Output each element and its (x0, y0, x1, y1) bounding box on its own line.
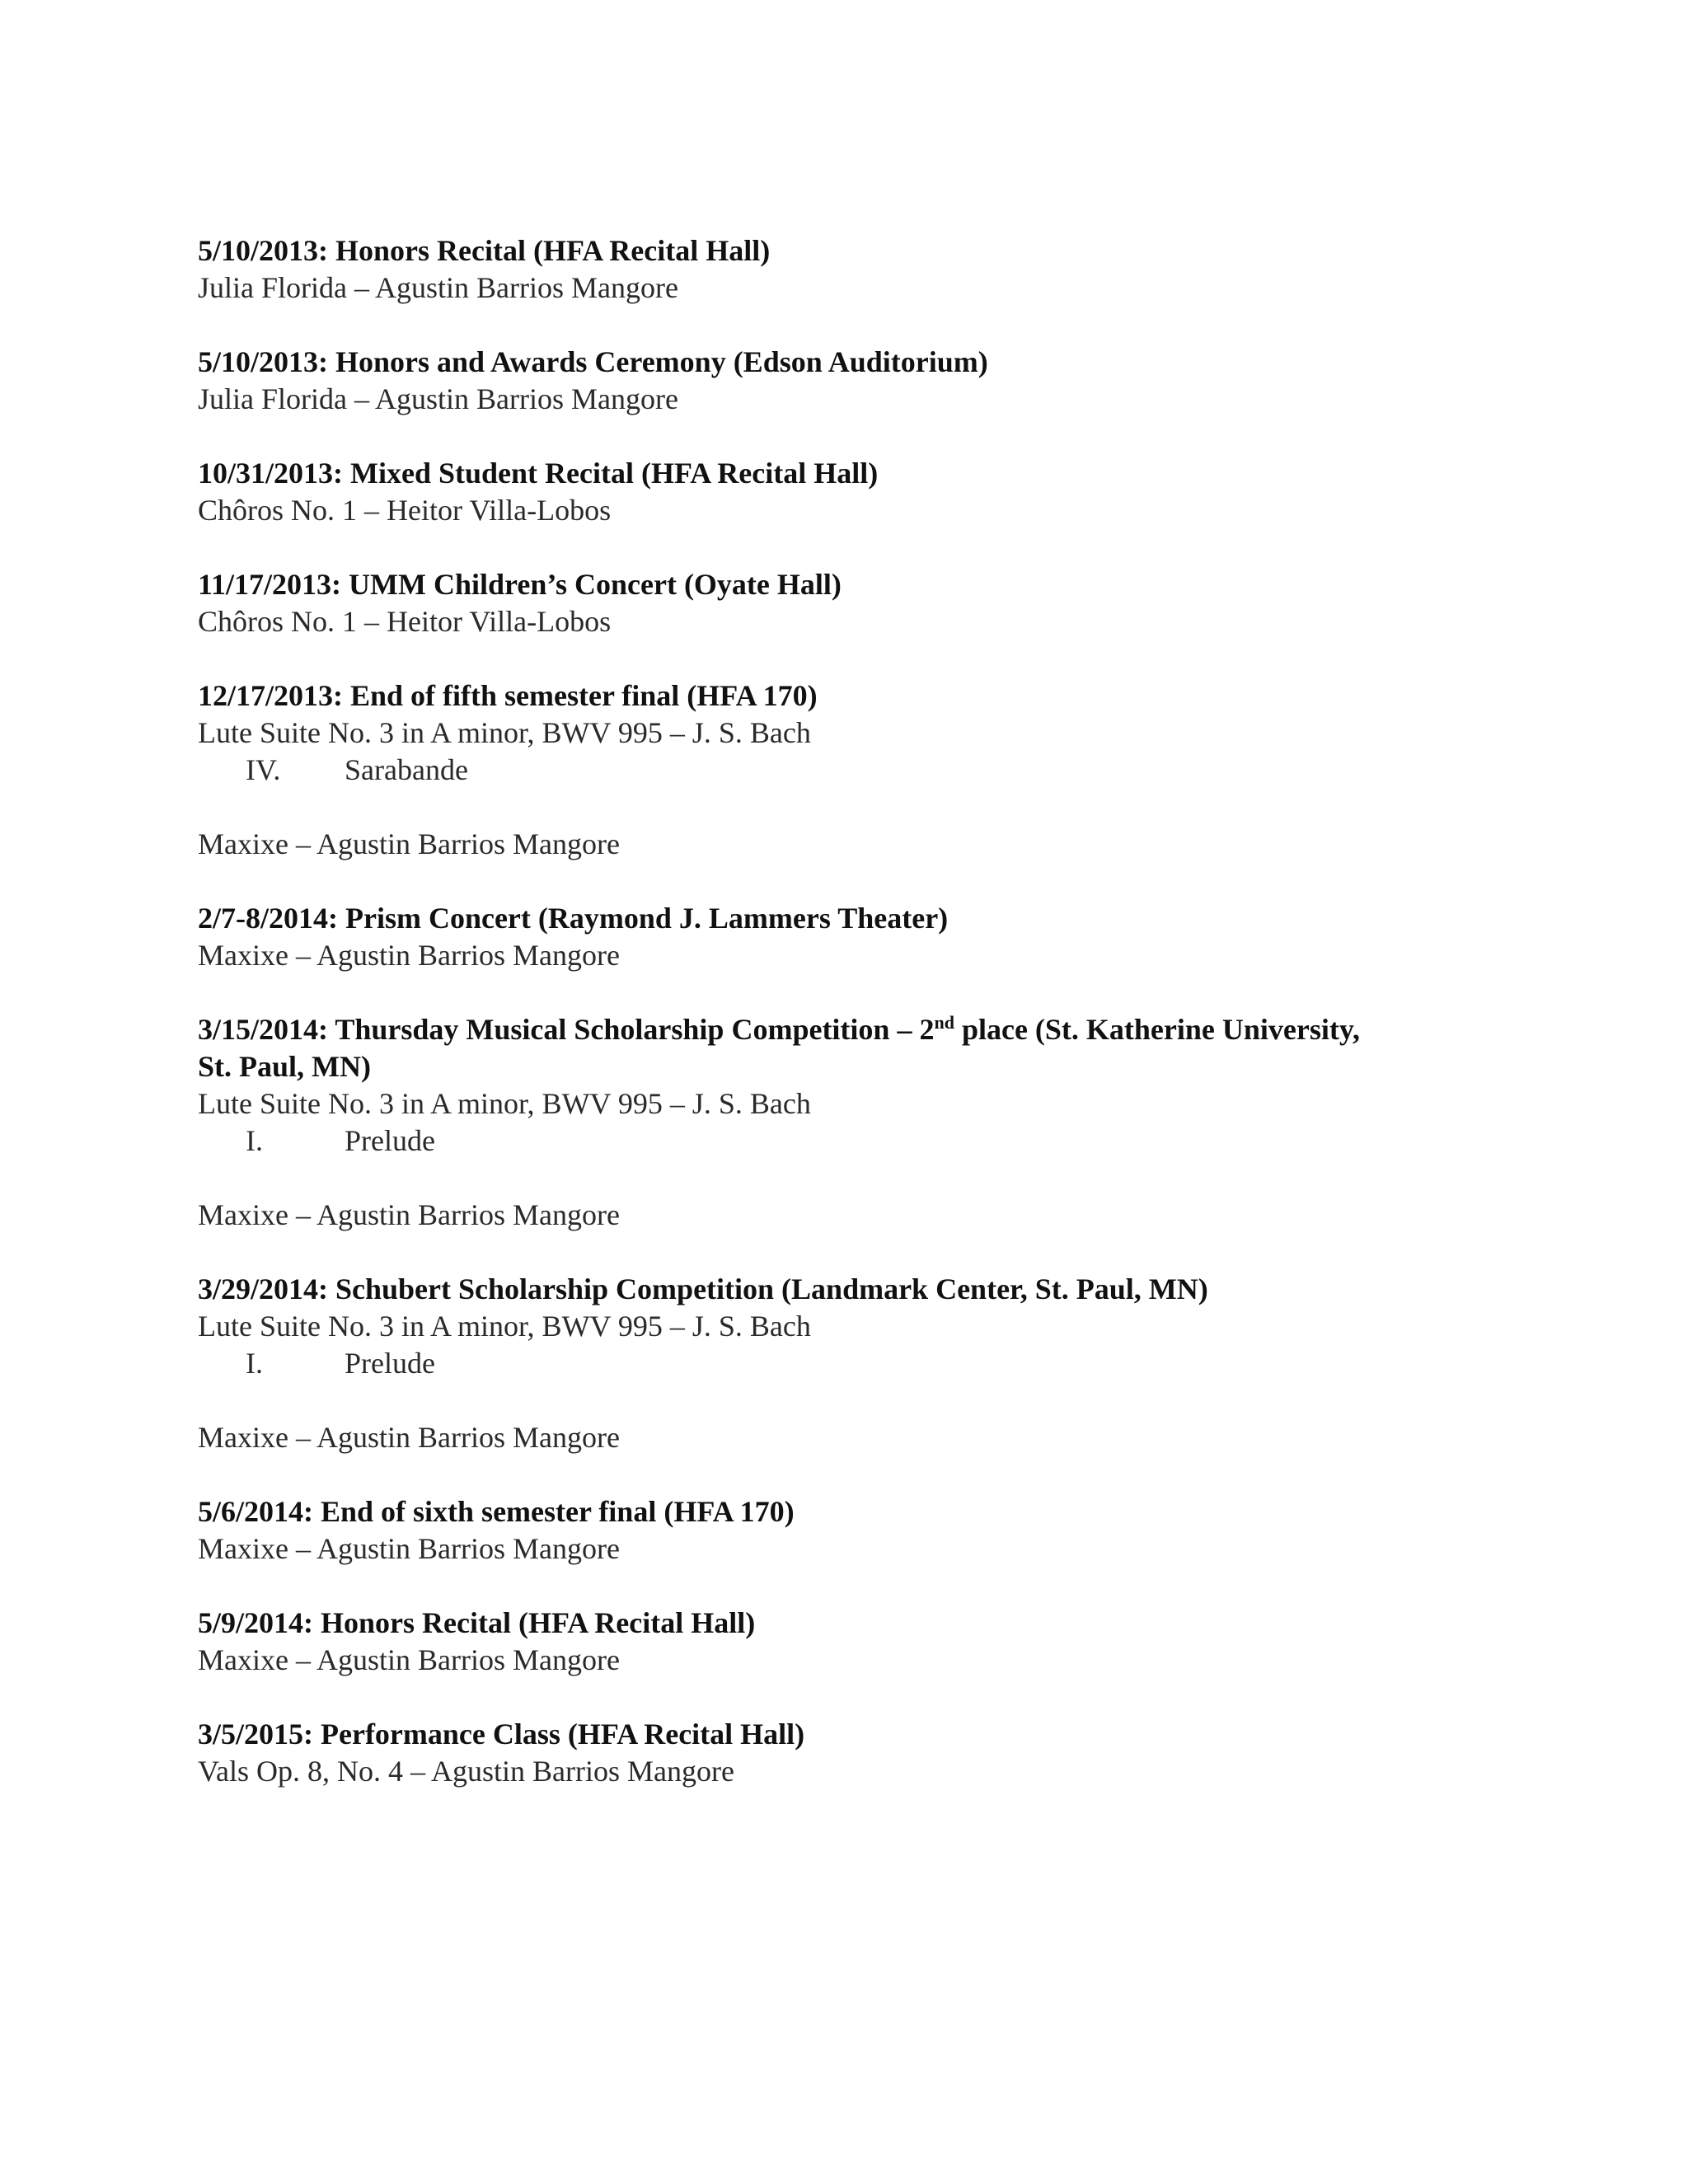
entry-heading (198, 1011, 1517, 1048)
piece-line: Maxixe – Agustin Barrios Mangore (198, 939, 620, 972)
performance-list (198, 232, 1517, 1827)
entry (198, 900, 1517, 974)
entry-heading: 10/31/2013: Mixed Student Recital (HFA Recital Hall) (198, 457, 879, 490)
entry-heading: 5/10/2013: Honors and Awards Ceremony (Edson Auditorium) (198, 345, 988, 378)
piece-line: Maxixe – Agustin Barrios Mangore (198, 827, 620, 860)
movement-line (198, 1122, 1517, 1160)
heading-text: place (St. Katherine University, (954, 1013, 1360, 1046)
entry (198, 1493, 1517, 1568)
movement-name: Prelude (345, 1347, 435, 1380)
heading-text: 3/15/2014: Thursday Musical Scholarship Competition – 2 (198, 1013, 935, 1046)
piece-line: Chôros No. 1 – Heitor Villa-Lobos (198, 494, 612, 527)
movement-number: I. (246, 1347, 263, 1380)
piece-line: Maxixe – Agustin Barrios Mangore (198, 1421, 620, 1454)
piece-line: Vals Op. 8, No. 4 – Agustin Barrios Mangore (198, 1755, 734, 1788)
entry-heading: 5/6/2014: End of sixth semester final (HFA 170) (198, 1495, 795, 1528)
entry (198, 344, 1517, 418)
piece-line: Maxixe – Agustin Barrios Mangore (198, 1198, 620, 1231)
piece-line: Julia Florida – Agustin Barrios Mangore (198, 382, 678, 415)
entry-heading: 3/29/2014: Schubert Scholarship Competition (Landmark Center, St. Paul, MN) (198, 1272, 1208, 1305)
piece-line: Julia Florida – Agustin Barrios Mangore (198, 271, 678, 304)
entry (198, 677, 1517, 863)
entry (198, 232, 1517, 307)
entry (198, 1271, 1517, 1456)
piece-line: Maxixe – Agustin Barrios Mangore (198, 1532, 620, 1565)
movement-line (198, 1345, 1517, 1382)
entry (198, 1716, 1517, 1790)
entry-heading: 2/7-8/2014: Prism Concert (Raymond J. Lammers Theater) (198, 902, 949, 935)
movement-line (198, 752, 1517, 789)
piece-line: Lute Suite No. 3 in A minor, BWV 995 – J. S. Bach (198, 716, 811, 749)
movement-name: Prelude (345, 1124, 435, 1157)
piece-line: Lute Suite No. 3 in A minor, BWV 995 – J. S. Bach (198, 1310, 811, 1343)
entry (198, 1011, 1517, 1234)
entry (198, 1605, 1517, 1679)
heading-superscript: nd (934, 1012, 954, 1033)
entry-heading: 11/17/2013: UMM Children’s Concert (Oyate Hall) (198, 568, 842, 601)
piece-line: Maxixe – Agustin Barrios Mangore (198, 1643, 620, 1676)
movement-number: I. (246, 1124, 263, 1157)
movement-number: IV. (246, 753, 281, 786)
entry-heading: 5/10/2013: Honors Recital (HFA Recital Hall) (198, 234, 771, 267)
piece-line: Chôros No. 1 – Heitor Villa-Lobos (198, 605, 612, 638)
entry-heading: 12/17/2013: End of fifth semester final (HFA 170) (198, 679, 818, 712)
piece-line: Lute Suite No. 3 in A minor, BWV 995 – J. S. Bach (198, 1087, 811, 1120)
entry-heading: 3/5/2015: Performance Class (HFA Recital Hall) (198, 1718, 805, 1750)
entry-heading: 5/9/2014: Honors Recital (HFA Recital Hall) (198, 1606, 756, 1639)
entry (198, 566, 1517, 640)
entry-heading-continued: St. Paul, MN) (198, 1050, 371, 1083)
entry (198, 455, 1517, 529)
movement-name: Sarabande (345, 753, 468, 786)
